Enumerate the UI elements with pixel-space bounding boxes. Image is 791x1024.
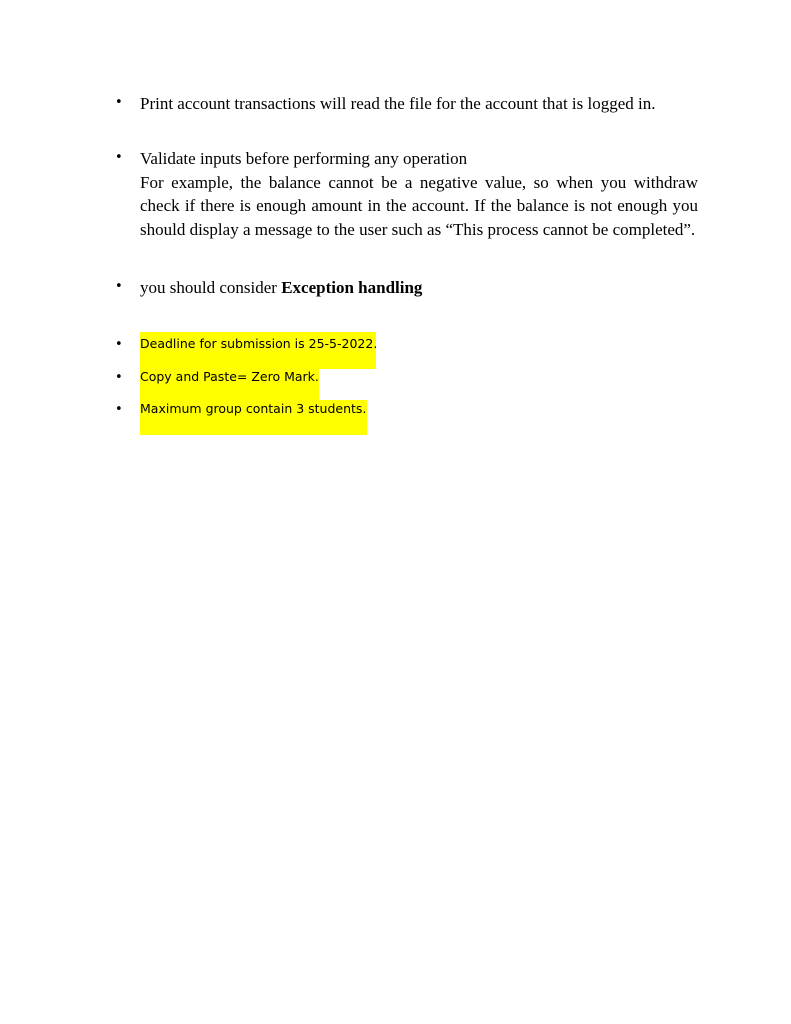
item-title: Validate inputs before performing any operation: [140, 149, 468, 168]
list-item-validate-inputs: [140, 147, 698, 241]
bullet-icon: •: [115, 370, 123, 385]
item-prefix: you should consider: [140, 278, 282, 297]
note-text: Maximum group contain 3 students.: [140, 401, 367, 416]
list-item-exception-handling: [140, 276, 698, 300]
note-text: Copy and Paste= Zero Mark.: [140, 369, 319, 384]
item-bold: Exception handling: [281, 278, 423, 297]
bullet-icon: •: [115, 150, 123, 165]
list-item-print-transactions: [140, 92, 660, 116]
item-text: Print account transactions will read the file for the account that is logged in.: [140, 94, 656, 113]
bullet-icon: •: [115, 279, 123, 294]
note-text: Deadline for submission is 25-5-2022.: [140, 336, 378, 351]
item-example: For example, the balance cannot be a negative value, so when you withdraw check if there is enough amount in the account. If the balance is not enough you should display a message to the user such as “This process cannot be completed”.: [140, 172, 698, 239]
bullet-icon: •: [115, 337, 123, 352]
bullet-icon: •: [115, 95, 123, 110]
bullet-icon: •: [115, 402, 123, 417]
